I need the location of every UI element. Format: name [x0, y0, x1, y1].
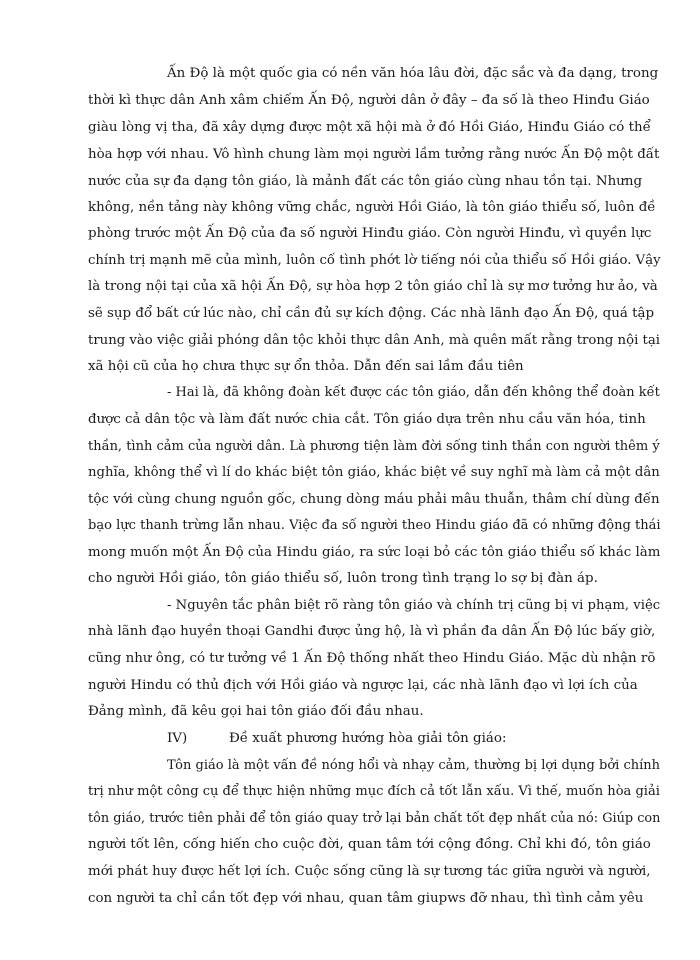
- bullet-line: - Nguyên tắc phân biệt rõ ràng tôn giáo và chính trị cũng bị vi phạm, việc: [167, 598, 661, 613]
- text-line: nghĩa, không thể vì lí do khác biệt tôn giáo, khác biệt về suy nghĩ mà làm cả một dân: [88, 465, 660, 480]
- text-line: Đảng mình, đã kêu gọi hai tôn giáo đối đầu nhau.: [88, 704, 424, 719]
- text-line: Ấn Độ là một quốc gia có nền văn hóa lâu đời, đặc sắc và đa dạng, trong: [167, 66, 659, 81]
- text-line: sẽ sụp đổ bất cứ lúc nào, chỉ cần đủ sự kích động. Các nhà lãnh đạo Ấn Độ, quá tập: [88, 306, 655, 321]
- text-line: hòa hợp với nhau. Vô hình chung làm mọi người lầm tưởng rằng nước Ấn Độ một đất: [88, 147, 660, 162]
- text-line: con người ta chỉ cần tốt đẹp với nhau, quan tâm giupws đỡ nhau, thì tình cảm yêu: [88, 891, 644, 906]
- text-line: phòng trước một Ấn Độ của đa số người Hinđu giáo. Còn người Hinđu, vì quyền lực: [88, 226, 652, 241]
- text-line: xã hội cũ của họ chưa thực sự ổn thỏa. Dẫn đến sai lầm đầu tiên: [88, 359, 524, 374]
- text-line: trị như một công cụ để thực hiện những mục đích cả tốt lẫn xấu. Vì thế, muốn hòa giải: [88, 784, 660, 799]
- text-line: bạo lực thanh trừng lẫn nhau. Việc đa số người theo Hindu giáo đã có những động thái: [88, 518, 661, 533]
- text-line: thời kì thực dân Anh xâm chiếm Ấn Độ, người dân ở đây – đa số là theo Hinđu Giáo: [88, 93, 650, 108]
- text-line: không, nền tảng này không vững chắc, người Hồi Giáo, là tôn giáo thiểu số, luôn đề: [88, 200, 656, 215]
- text-line: giàu lòng vị tha, đã xây dựng được một xã hội mà ở đó Hồi Giáo, Hinđu Giáo có thể: [88, 120, 651, 135]
- text-line: thần, tình cảm của người dân. Là phương tiện làm đời sống tinh thần con người thêm ý: [88, 439, 660, 454]
- text-line: là trong nội tại của xã hội Ấn Độ, sự hòa hợp 2 tôn giáo chỉ là sự mơ tưởng hư ảo, và: [88, 279, 658, 294]
- text-line: trung vào việc giải phóng dân tộc khỏi thực dân Anh, mà quên mất rằng trong nội tại: [88, 333, 660, 348]
- section-number: IV): [167, 731, 188, 746]
- text-line: người tốt lên, cống hiến cho cuộc đời, quan tâm tới cộng đồng. Chỉ khi đó, tôn giáo: [88, 837, 651, 852]
- text-line: người Hindu có thủ địch với Hồi giáo và ngược lại, các nhà lãnh đạo vì lợi ích của: [88, 678, 638, 693]
- text-line: nước của sự đa dạng tôn giáo, là mảnh đất các tôn giáo cùng nhau tồn tại. Nhưng: [88, 174, 643, 189]
- text-line: mong muốn một Ấn Độ của Hindu giáo, ra sức loại bỏ các tôn giáo thiểu số khác làm: [88, 545, 661, 560]
- text-line: cho người Hồi giáo, tôn giáo thiểu số, luôn trong tình trạng lo sợ bị đàn áp.: [88, 571, 598, 586]
- bullet-line: - Hai là, đã không đoàn kết được các tôn giáo, dẫn đến không thể đoàn kết: [167, 385, 660, 400]
- text-line: Tôn giáo là một vấn đề nóng hổi và nhạy cảm, thường bị lợi dụng bởi chính: [167, 758, 660, 773]
- text-line: mới phát huy được hết lợi ích. Cuộc sống cũng là sự tương tác giữa người và người,: [88, 864, 651, 879]
- text-line: được cả dân tộc và làm đất nước chia cắt. Tôn giáo dựa trên nhu cầu văn hóa, tinh: [88, 412, 646, 427]
- text-line: tôn giáo, trước tiên phải để tôn giáo quay trở lại bản chất tốt đẹp nhất của nó: Giúp con: [88, 811, 661, 826]
- text-line: chính trị mạnh mẽ của mình, luôn cố tình phớt lờ tiếng nói của thiểu số Hồi giáo. Vậy: [88, 253, 661, 268]
- text-line: nhà lãnh đạo huyền thoại Gandhi được ủng hộ, là vì phần đa dân Ấn Độ lúc bấy giờ,: [88, 624, 656, 639]
- text-line: cũng như ông, có tư tưởng về 1 Ấn Độ thống nhất theo Hindu Giáo. Mặc dù nhận rõ: [88, 651, 656, 666]
- text-line: tộc với cùng chung nguồn gốc, chung dòng máu phải mâu thuẫn, thâm chí dùng đến: [88, 492, 660, 507]
- section-heading: Đề xuất phương hướng hòa giải tôn giáo:: [229, 731, 507, 746]
